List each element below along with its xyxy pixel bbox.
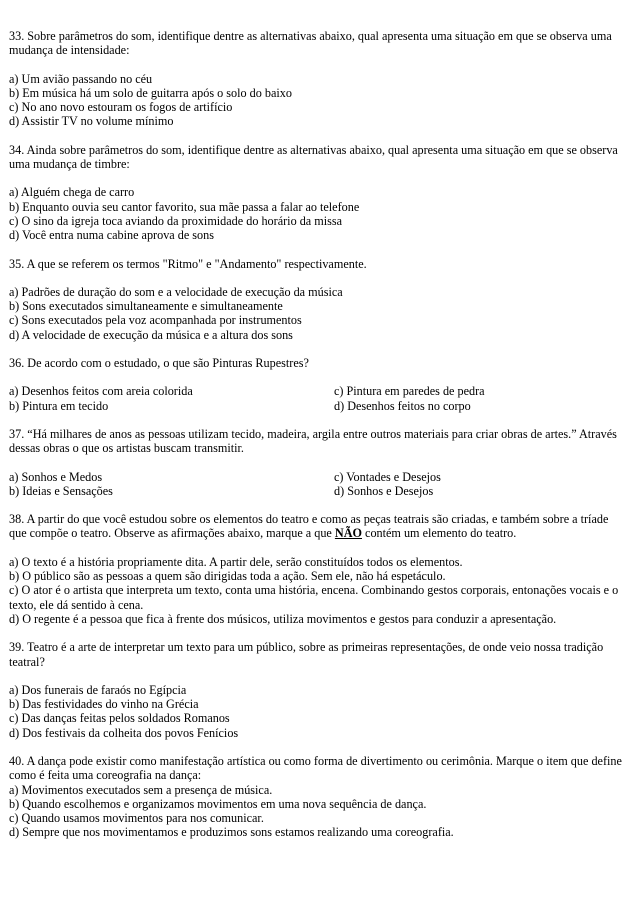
question-34 bbox=[9, 143, 623, 243]
option-a: a) Um avião passando no céu bbox=[9, 71, 153, 86]
option-a: a) Movimentos executados sem a presença de música. bbox=[9, 782, 273, 797]
option-b: b) Pintura em tecido bbox=[9, 398, 109, 413]
option-a: a) Dos funerais de faraós no Egípcia bbox=[9, 682, 187, 697]
question-stem: 36. De acordo com o estudado, o que são Pinturas Rupestres? bbox=[9, 356, 309, 371]
question-40 bbox=[9, 754, 623, 840]
option-b: b) O público são as pessoas a quem são dirigidas toda a ação. Sem ele, não há espetáculo. bbox=[9, 569, 446, 584]
option-c: c) O sino da igreja toca aviando da proximidade do horário da missa bbox=[9, 213, 343, 228]
option-b: b) Enquanto ouvia seu cantor favorito, sua mãe passa a falar ao telefone bbox=[9, 199, 360, 214]
question-39 bbox=[9, 640, 623, 740]
option-c: c) Pintura em paredes de pedra bbox=[334, 384, 485, 399]
document-page bbox=[9, 29, 623, 854]
question-36 bbox=[9, 356, 623, 413]
question-stem: 33. Sobre parâmetros do som, identifique dentre as alternativas abaixo, qual apresenta uma situação em que se observa uma mudança de intensidade: bbox=[9, 29, 612, 58]
option-b: b) Quando escolhemos e organizamos movimentos em uma nova sequência de dança. bbox=[9, 796, 427, 811]
option-b: b) Das festividades do vinho na Grécia bbox=[9, 697, 199, 712]
option-d: d) O regente é a pessoa que fica à frente dos músicos, utiliza movimentos e gestos para conduzir a apresentação. bbox=[9, 611, 557, 626]
option-a: a) Alguém chega de carro bbox=[9, 185, 135, 200]
option-d: d) Dos festivais da colheita dos povos Fenícios bbox=[9, 725, 239, 740]
option-d: d) Sonhos e Desejos bbox=[334, 483, 434, 498]
option-c: c) O ator é o artista que interpreta um texto, conta uma história, encena. Combinando gestos corporais, entonações vocais e o texto, ele dá sentido à cena. bbox=[9, 583, 619, 612]
question-stem: 34. Ainda sobre parâmetros do som, identifique dentre as alternativas abaixo, qual apresenta uma situação em que se observa uma mudança de timbre: bbox=[9, 142, 618, 172]
question-38 bbox=[9, 512, 623, 626]
question-33 bbox=[9, 29, 623, 129]
option-d: d) Desenhos feitos no corpo bbox=[334, 398, 471, 413]
option-c: c) Das danças feitas pelos soldados Romanos bbox=[9, 711, 230, 726]
option-d: d) Assistir TV no volume mínimo bbox=[9, 114, 174, 129]
option-b: b) Sons executados simultaneamente e simultaneamente bbox=[9, 299, 283, 314]
option-c: c) Quando usamos movimentos para nos comunicar. bbox=[9, 811, 264, 826]
option-a: a) O texto é a história propriamente dita. A partir dele, serão constituídos todos os elementos. bbox=[9, 554, 463, 569]
question-stem: 37. “Há milhares de anos as pessoas utilizam tecido, madeira, argila entre outros materiais para criar obras de artes.” Através dessas obras o que os artistas buscam transmitir. bbox=[9, 426, 617, 456]
option-c: c) No ano novo estouram os fogos de artifício bbox=[9, 100, 233, 115]
question-stem bbox=[9, 512, 623, 541]
question-stem: 35. A que se referem os termos "Ritmo" e "Andamento" respectivamente. bbox=[9, 256, 367, 271]
question-stem: 39. Teatro é a arte de interpretar um texto para um público, sobre as primeiras representações, de onde veio nossa tradição teatral? bbox=[9, 640, 604, 669]
option-a: a) Sonhos e Medos bbox=[9, 469, 103, 484]
option-b: b) Em música há um solo de guitarra após o solo do baixo bbox=[9, 85, 292, 100]
question-37 bbox=[9, 427, 623, 498]
option-a: a) Padrões de duração do som e a velocidade de execução da música bbox=[9, 284, 343, 299]
stem-text: 38. A partir do que você estudou sobre os elementos do teatro e como as peças teatrais são criadas, e também sobre a tríade que compõe o teatro. Observe as afirmações abaixo, marque a que bbox=[9, 512, 609, 541]
stem-text: contém um elemento do teatro. bbox=[361, 526, 517, 541]
option-d: d) Sempre que nos movimentamos e produzimos sons estamos realizando uma coreografia. bbox=[9, 825, 454, 840]
option-c: c) Vontades e Desejos bbox=[334, 469, 441, 484]
option-d: d) Você entra numa cabine aprova de sons bbox=[9, 228, 214, 243]
options-grid bbox=[9, 470, 623, 499]
question-stem: 40. A dança pode existir como manifestação artística ou como forma de divertimento ou cerimônia. Marque o item que define como é feita uma coreografia na dança: bbox=[9, 753, 622, 783]
option-a: a) Desenhos feitos com areia colorida bbox=[9, 384, 193, 399]
option-b: b) Ideias e Sensações bbox=[9, 483, 113, 498]
emphasis-not: NÃO bbox=[334, 526, 362, 541]
options-grid bbox=[9, 384, 623, 413]
question-35 bbox=[9, 257, 623, 342]
option-c: c) Sons executados pela voz acompanhada por instrumentos bbox=[9, 313, 302, 328]
option-d: d) A velocidade de execução da música e a altura dos sons bbox=[9, 327, 293, 342]
